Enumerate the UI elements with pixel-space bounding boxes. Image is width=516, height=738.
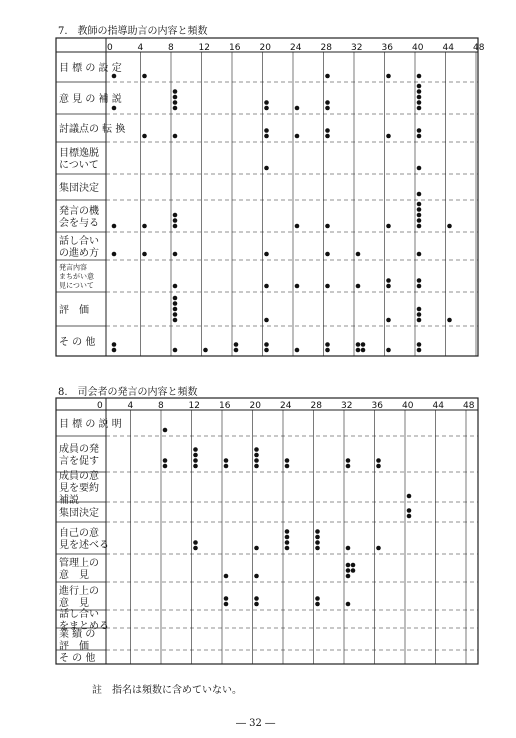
tick-label: 24	[280, 401, 292, 411]
tick-label: 0	[97, 401, 103, 411]
row-label: 見を要約	[59, 483, 99, 494]
row-label: 成員の意	[59, 471, 99, 482]
row-label: 業 績 の	[59, 629, 96, 640]
tick-label: 20	[249, 401, 261, 411]
tick-label: 28	[310, 401, 322, 411]
row-label: 見について	[59, 281, 94, 290]
frequency-dot	[351, 563, 356, 568]
tick-label: 8	[168, 43, 174, 53]
row-label: 見を述べる	[59, 540, 109, 551]
frequency-dot	[254, 453, 259, 458]
row-label: 意 見 の 補 説	[59, 94, 122, 105]
frequency-dot	[224, 602, 229, 607]
tick-label: 4	[137, 43, 144, 53]
frequency-dot	[254, 458, 259, 463]
frequency-dot	[285, 458, 290, 463]
frequency-dot	[163, 464, 168, 469]
tick-label: 32	[351, 43, 363, 53]
chart1-title: 7. 教師の指導助言の内容と頻数	[58, 26, 208, 37]
frequency-dot	[285, 464, 290, 469]
row-label: そ の 他	[59, 337, 96, 348]
row-label: そ の 他	[59, 653, 96, 664]
frequency-dot	[224, 458, 229, 463]
tick-label: 44	[432, 401, 444, 411]
frequency-dot	[254, 602, 259, 607]
frequency-dot	[407, 508, 412, 513]
frequency-dot	[193, 458, 198, 463]
row-label: 話し合い	[59, 609, 99, 620]
table-frame	[56, 398, 478, 664]
frequency-dot	[193, 546, 198, 551]
frequency-dot	[315, 540, 320, 545]
row-label: 発言内容	[59, 263, 87, 272]
tick-label: 40	[412, 43, 424, 53]
tick-label: 12	[198, 43, 210, 53]
frequency-dot	[315, 602, 320, 607]
frequency-dot	[224, 464, 229, 469]
row-label: 目標逸脱	[59, 148, 99, 159]
frequency-dot	[254, 447, 259, 452]
frequency-dot	[285, 540, 290, 545]
frequency-dot	[224, 596, 229, 601]
row-label: 評 価	[59, 641, 89, 652]
chart2-title: 8. 司会者の発言の内容と頻数	[58, 387, 198, 398]
tick-label: 40	[402, 401, 414, 411]
tick-label: 48	[473, 43, 485, 53]
tick-label: 20	[259, 43, 271, 53]
frequency-dot	[346, 602, 351, 607]
frequency-dot	[346, 546, 351, 551]
row-label: 目 標 の 設 定	[59, 63, 122, 74]
row-label: 進行上の	[59, 586, 99, 597]
row-label: 自己の意	[59, 528, 99, 539]
frequency-dot	[285, 546, 290, 551]
row-label: について	[59, 160, 99, 171]
tick-label: 16	[219, 401, 231, 411]
frequency-dot	[285, 535, 290, 540]
tick-label: 36	[371, 401, 383, 411]
frequency-dot	[376, 458, 381, 463]
frequency-dot	[254, 464, 259, 469]
frequency-dot	[193, 464, 198, 469]
tick-label: 32	[341, 401, 353, 411]
row-label: 集団決定	[59, 508, 99, 519]
row-label: の進め方	[59, 248, 99, 259]
tick-label: 48	[463, 401, 475, 411]
frequency-dot	[346, 568, 351, 573]
row-label: 言を促す	[59, 456, 99, 467]
tick-label: 24	[290, 43, 302, 53]
row-label: まちがい意	[59, 272, 94, 281]
tick-label: 0	[107, 43, 113, 53]
row-label: 意 見	[59, 570, 89, 581]
row-label: 集団決定	[59, 183, 99, 194]
tick-label: 28	[320, 43, 332, 53]
frequency-dot	[346, 563, 351, 568]
frequency-dot	[346, 464, 351, 469]
frequency-dot	[224, 574, 229, 579]
frequency-dot	[315, 529, 320, 534]
tick-label: 8	[158, 401, 164, 411]
row-label: 意 見	[59, 598, 89, 609]
row-label: 討議点の 転 換	[59, 124, 126, 135]
frequency-dot	[285, 529, 290, 534]
frequency-dot	[407, 514, 412, 519]
frequency-dot	[376, 464, 381, 469]
row-label: 発言の機	[59, 206, 99, 217]
frequency-dot	[351, 568, 356, 573]
frequency-dot	[346, 458, 351, 463]
row-label: をまとめる	[59, 621, 109, 632]
row-label: 話し合い	[59, 236, 99, 247]
frequency-dot	[315, 596, 320, 601]
frequency-dot	[254, 546, 259, 551]
frequency-dot	[315, 535, 320, 540]
frequency-dot	[254, 596, 259, 601]
tick-label: 4	[127, 401, 134, 411]
frequency-dot	[193, 540, 198, 545]
frequency-dot	[376, 546, 381, 551]
frequency-dot	[254, 574, 259, 579]
tick-label: 36	[381, 43, 393, 53]
frequency-dot	[346, 574, 351, 579]
frequency-dot	[193, 453, 198, 458]
frequency-dot	[407, 494, 412, 499]
footnote: 註 指名は頻数に含めていない。	[92, 685, 242, 696]
tick-label: 44	[442, 43, 454, 53]
frequency-dot	[163, 458, 168, 463]
page-number: ― 32 ―	[236, 718, 276, 729]
tick-label: 16	[229, 43, 241, 53]
tick-label: 12	[188, 401, 200, 411]
row-label: 会を与る	[59, 218, 99, 229]
row-label: 評 価	[59, 305, 89, 316]
frequency-dot	[163, 428, 168, 433]
frequency-dot	[315, 546, 320, 551]
row-label: 管理上の	[59, 558, 99, 569]
frequency-dot	[193, 447, 198, 452]
row-label: 成員の発	[59, 444, 99, 455]
row-label: 補説	[59, 495, 79, 506]
row-label: 目 標 の 説 明	[59, 419, 122, 430]
